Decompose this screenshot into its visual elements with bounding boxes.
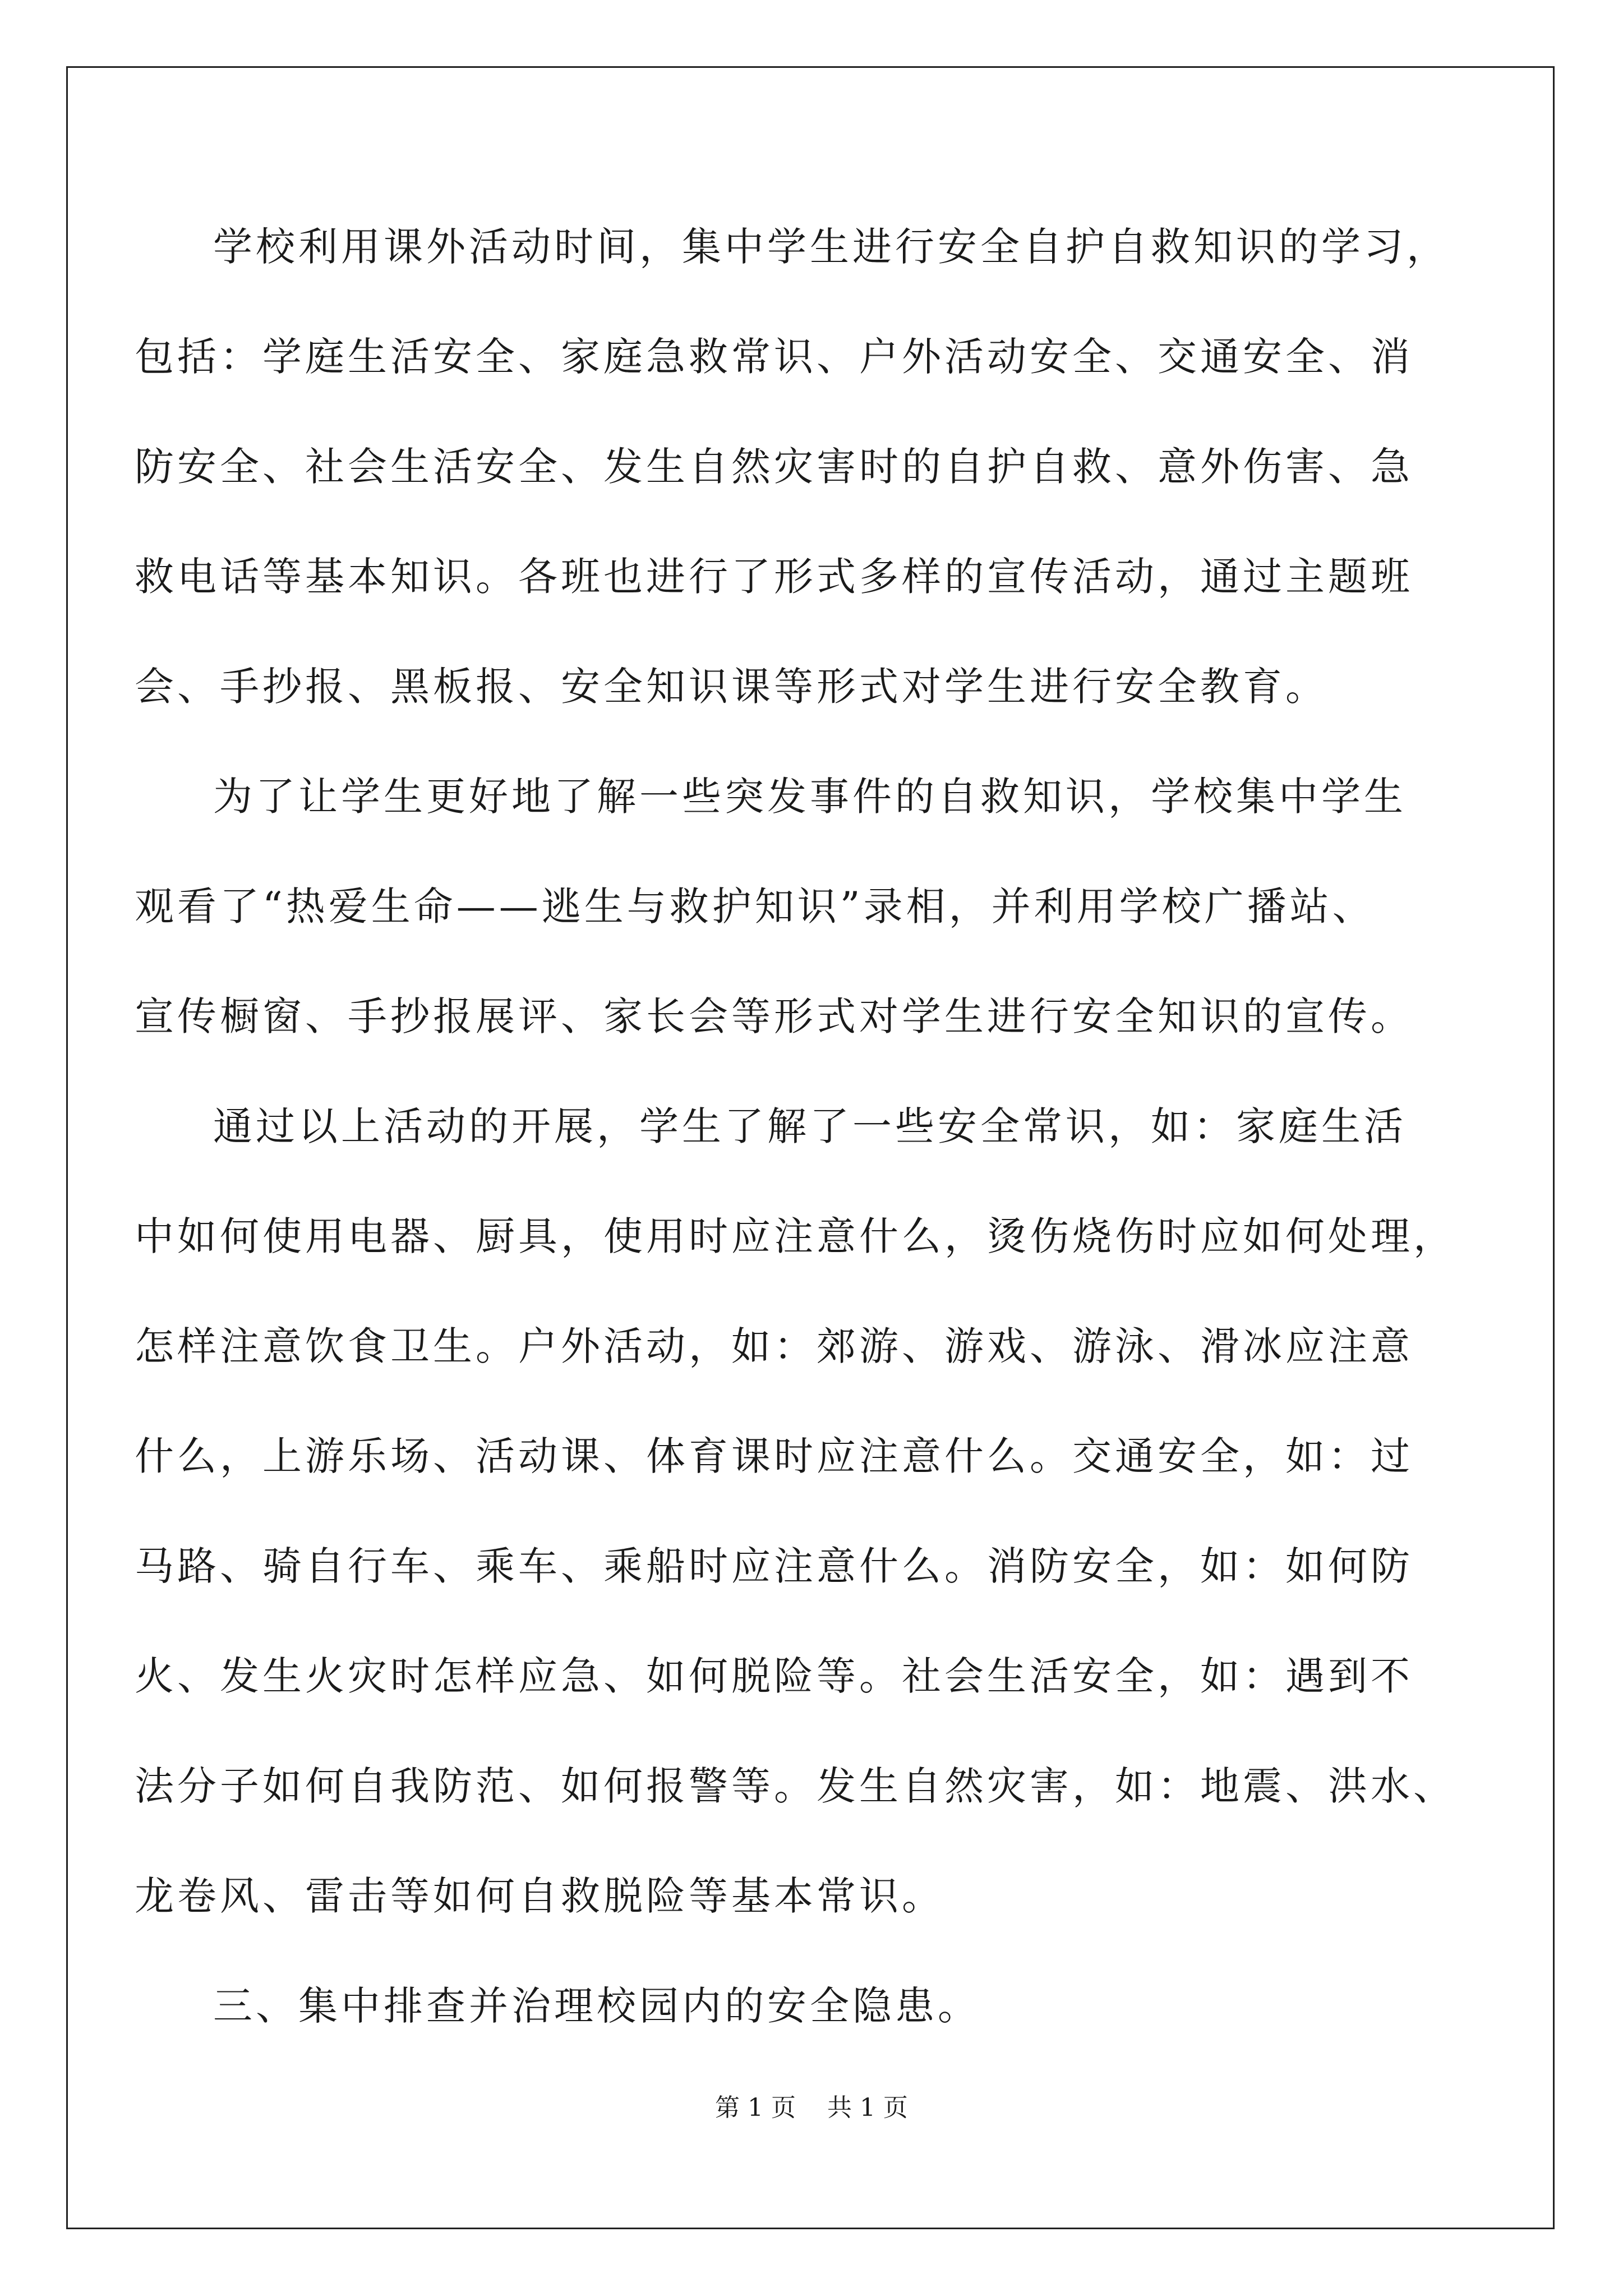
text-line: 法分子如何自我防范、如何报警等。发生自然灾害，如：地震、洪水、 bbox=[135, 1763, 1456, 1809]
paragraph bbox=[135, 1087, 1456, 1967]
text-line: 龙卷风、雷击等如何自救脱险等基本常识。 bbox=[135, 1873, 944, 1919]
page-number-footer: 第 1 页 共 1 页 bbox=[715, 2093, 908, 2122]
paragraph bbox=[135, 208, 1453, 757]
text-line: 马路、骑自行车、乘车、乘船时应注意什么。消防安全，如：如何防 bbox=[135, 1543, 1413, 1589]
text-line: 防安全、社会生活安全、发生自然灾害时的自护自救、意外伤害、急 bbox=[135, 444, 1413, 490]
text-line: 宣传橱窗、手抄报展评、家长会等形式对学生进行安全知识的宣传。 bbox=[135, 993, 1413, 1039]
text-line: 中如何使用电器、厨具，使用时应注意什么，烫伤烧伤时应如何处理， bbox=[135, 1213, 1456, 1259]
document-body bbox=[135, 208, 1456, 2077]
text-line: 火、发生火灾时怎样应急、如何脱险等。社会生活安全，如：遇到不 bbox=[135, 1653, 1413, 1699]
text-line: 观看了“热爱生命——逃生与救护知识”录相，并利用学校广播站、 bbox=[135, 884, 1375, 930]
text-line: 什么，上游乐场、活动课、体育课时应注意什么。交通安全，如：过 bbox=[135, 1433, 1413, 1479]
text-line: 怎样注意饮食卫生。户外活动，如：郊游、游戏、游泳、滑冰应注意 bbox=[135, 1323, 1413, 1369]
text-line: 救电话等基本知识。各班也进行了形式多样的宣传活动，通过主题班 bbox=[135, 554, 1413, 600]
paragraph bbox=[135, 1967, 1453, 2077]
text-line: 为了让学生更好地了解一些突发事件的自救知识，学校集中学生 bbox=[213, 774, 1407, 820]
paragraph bbox=[135, 757, 1453, 1087]
section-heading: 三、集中排查并治理校园内的安全隐患。 bbox=[213, 1983, 980, 2029]
text-line: 学校利用课外活动时间，集中学生进行安全自护自救知识的学习， bbox=[213, 224, 1449, 270]
text-line: 包括：学庭生活安全、家庭急救常识、户外活动安全、交通安全、消 bbox=[135, 334, 1413, 380]
text-line: 通过以上活动的开展，学生了解了一些安全常识，如：家庭生活 bbox=[213, 1103, 1407, 1149]
text-line: 会、手抄报、黑板报、安全知识课等形式对学生进行安全教育。 bbox=[135, 664, 1328, 710]
